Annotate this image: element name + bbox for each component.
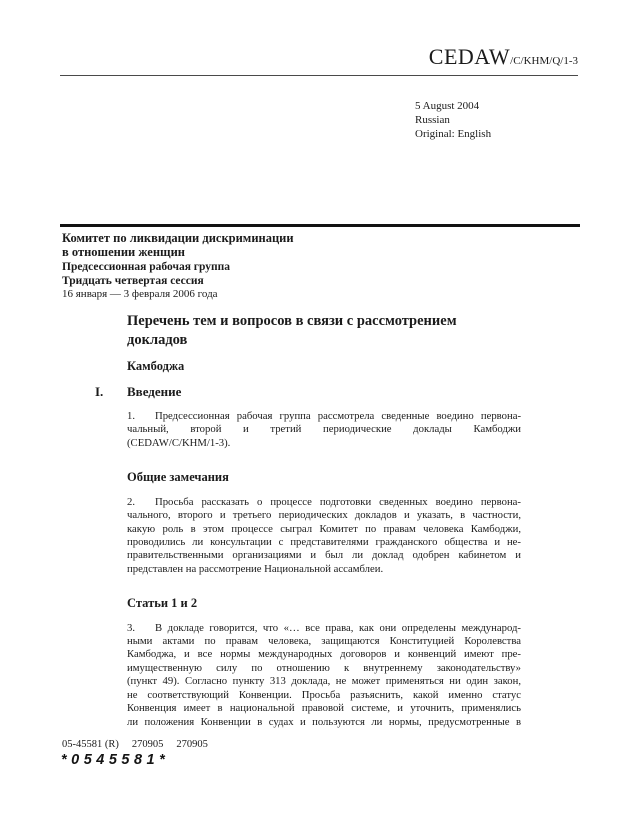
body-blocks: [95, 384, 521, 729]
issuance-date: 5 August 2004: [415, 100, 480, 112]
paragraph-line: имущественную силу по отношению к внутреннему законодательству»: [127, 661, 521, 674]
paragraph-line: ными актами по правам человека, защищаются Конституцией Королевства: [127, 635, 521, 648]
header-rule: [60, 75, 578, 76]
paragraph-line: чального, второго и третьего периодических докладов и указать, в частности,: [127, 509, 521, 522]
paragraph-line: Камбоджа, и все нормы международных договоров и конвенций имеют пре-: [127, 648, 521, 661]
paragraph-line: 2. Просьба рассказать о процессе подготовки сведенных воедино первона-: [127, 495, 521, 508]
paragraph-line: ли положения Конвенции в судах и пользуются ли нормы, предусмотренные в: [127, 715, 521, 728]
committee-name-line1: Комитет по ликвидации дискриминации: [62, 231, 294, 245]
paragraph: [127, 496, 521, 576]
footer-code: 270905: [176, 739, 208, 750]
sub-heading: Общие замечания: [127, 470, 229, 485]
paragraph-number: 2.: [127, 495, 136, 508]
footer-code: 270905: [131, 739, 164, 750]
committee-rule: [60, 224, 580, 227]
paragraph-line: (CEDAW/C/KHM/1-3).: [127, 436, 231, 449]
paragraph-line: чальный, второй и третий периодические доклады Камбоджи: [127, 423, 521, 436]
footer-block: [62, 739, 208, 750]
presession-working-group: Предсессионная рабочая группа: [62, 261, 231, 273]
barcode-text: *0545581*: [61, 752, 170, 768]
section-label: Введение: [127, 384, 182, 399]
session-title: Тридцать четвертая сессия: [62, 274, 204, 287]
doc-symbol: [429, 44, 578, 70]
doc-symbol-suffix: /C/KHM/Q/1-3: [510, 55, 578, 67]
section-heading: [95, 384, 521, 399]
paragraph: [127, 622, 521, 729]
paragraph-number: 1.: [127, 410, 136, 422]
sub-heading: Статьи 1 и 2: [127, 596, 198, 611]
paragraph-line: 1. Предсессионная рабочая группа рассмотрела сведенные воедино первона-: [127, 410, 521, 422]
footer-doc-number: 05-45581 (R): [62, 739, 119, 750]
committee-name-line2: в отношении женщин: [62, 245, 185, 259]
country-heading: Камбоджа: [127, 359, 185, 373]
issuance-original: Original: English: [415, 128, 492, 140]
section-numeral: I.: [95, 384, 104, 399]
paragraph-line: (пункт 49). Согласно пункту 313 доклада, не может применяться ни один закон,: [127, 675, 521, 688]
paragraph: [127, 410, 521, 450]
paragraph-line: какую роль в этом процессе сыграл Комитет по правам человека Камбоджи,: [127, 522, 521, 535]
paragraph-number: 3.: [127, 621, 136, 634]
session-dates: 16 января — 3 февраля 2006 года: [62, 288, 218, 300]
paragraph-line: проводились ли консультации с представителями гражданского общества и не-: [127, 535, 521, 548]
doc-symbol-main: CEDAW: [428, 44, 511, 69]
paragraph-line: представлен на рассмотрение Национальной ассамблеи.: [127, 562, 384, 575]
paragraph-line: правительственными организациями и был ли доклад одобрен кабинетом и: [127, 549, 521, 562]
committee-block: [62, 231, 294, 302]
issuance-language: Russian: [415, 114, 450, 126]
paragraph-line: 3. В докладе говорится, что «… все права, как они определены международ-: [127, 621, 521, 634]
issuance-block: [415, 99, 491, 141]
document-title: Перечень тем и вопросов в связи с рассмотрением докладов: [127, 313, 457, 348]
paragraph-line: не соответствующий Конвенции. Просьба разъяснить, какой именно статус: [127, 688, 521, 701]
main-column: [95, 312, 521, 729]
paragraph-line: Конвенция имеет в национальной правовой системе, и уточнить, применялись: [127, 702, 521, 715]
